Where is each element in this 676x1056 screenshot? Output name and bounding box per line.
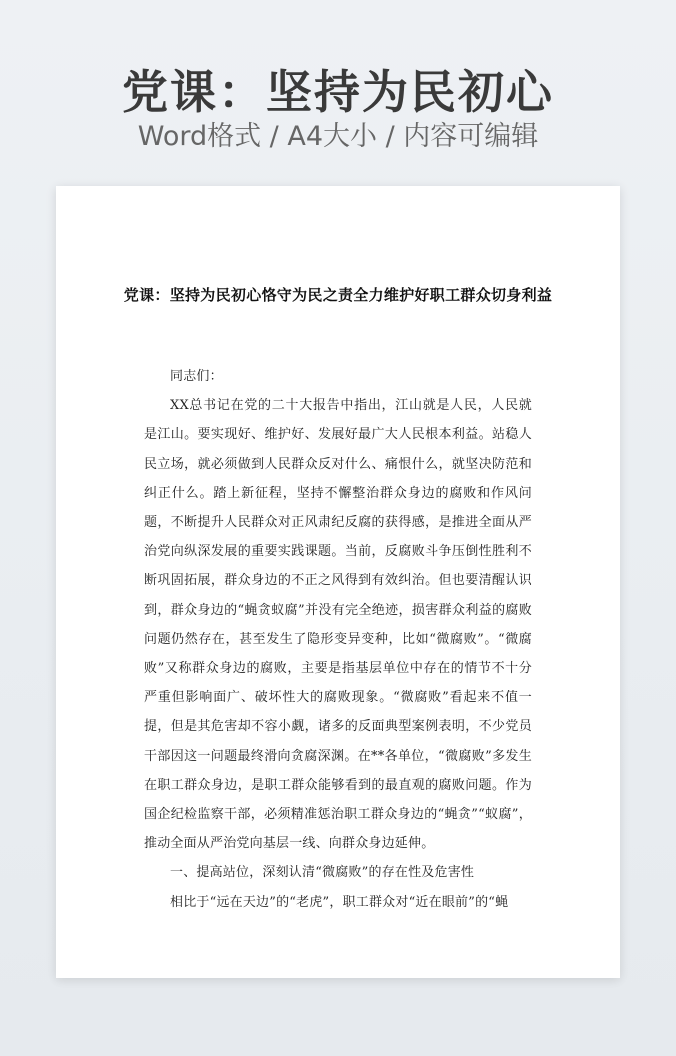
document-body — [144, 362, 532, 917]
paragraph: 相比于“远在天边”的“老虎”，职工群众对“近在眼前”的“蝇 — [170, 894, 509, 910]
banner — [0, 0, 676, 186]
salutation: 同志们： — [170, 369, 223, 384]
banner-subtitle: Word格式 / A4大小 / 内容可编辑 — [137, 121, 539, 152]
document-title: 党课：坚持为民初心恪守为民之责全力维护好职工群众切身利益 — [123, 286, 553, 304]
paragraph: XX总书记在党的二十大报告中指出，江山就是人民，人民就是江山。要实现好、维护好、发展好最广大人民根本利益。站稳人民立场，就必须做到人民群众反对什么、痛恨什么，就坚决防范和纠正什么。踏上新征程，坚持不懈整治群众身边的腐败和作风问题，不断提升人民群众对正风肃纪反腐的获得感，是推进全面从严治党向纵深发展的重要实践课题。当前，反腐败斗争压倒性胜利不断巩固拓展，群众身边的不正之风得到有效纠治。但也要清醒认识到，群众身边的“蝇贪蚁腐”并没有完全绝迹，损害群众利益的腐败问题仍然存在，甚至发生了隐形变异变种，比如“微腐败”。“微腐败”又称群众身边的腐败，主要是指基层单位中存在的情节不十分严重但影响面广、破坏性大的腐败现象。“微腐败”看起来不值一提，但是其危害却不容小觑，诸多的反面典型案例表明，不少党员干部因这一问题最终滑向贪腐深渊。在**各单位，“微腐败”多发生在职工群众身边，是职工群众能够看到的最直观的腐败问题。作为国企纪检监察干部，必须精准惩治职工群众身边的“蝇贪”“蚁腐”，推动全面从严治党向基层一线、向群众身边延伸。 — [144, 398, 532, 852]
section-heading: 一、提高站位，深刻认清“微腐败”的存在性及危害性 — [170, 865, 475, 881]
banner-title: 党课：坚持为民初心 — [122, 65, 554, 119]
document-page — [56, 186, 620, 978]
